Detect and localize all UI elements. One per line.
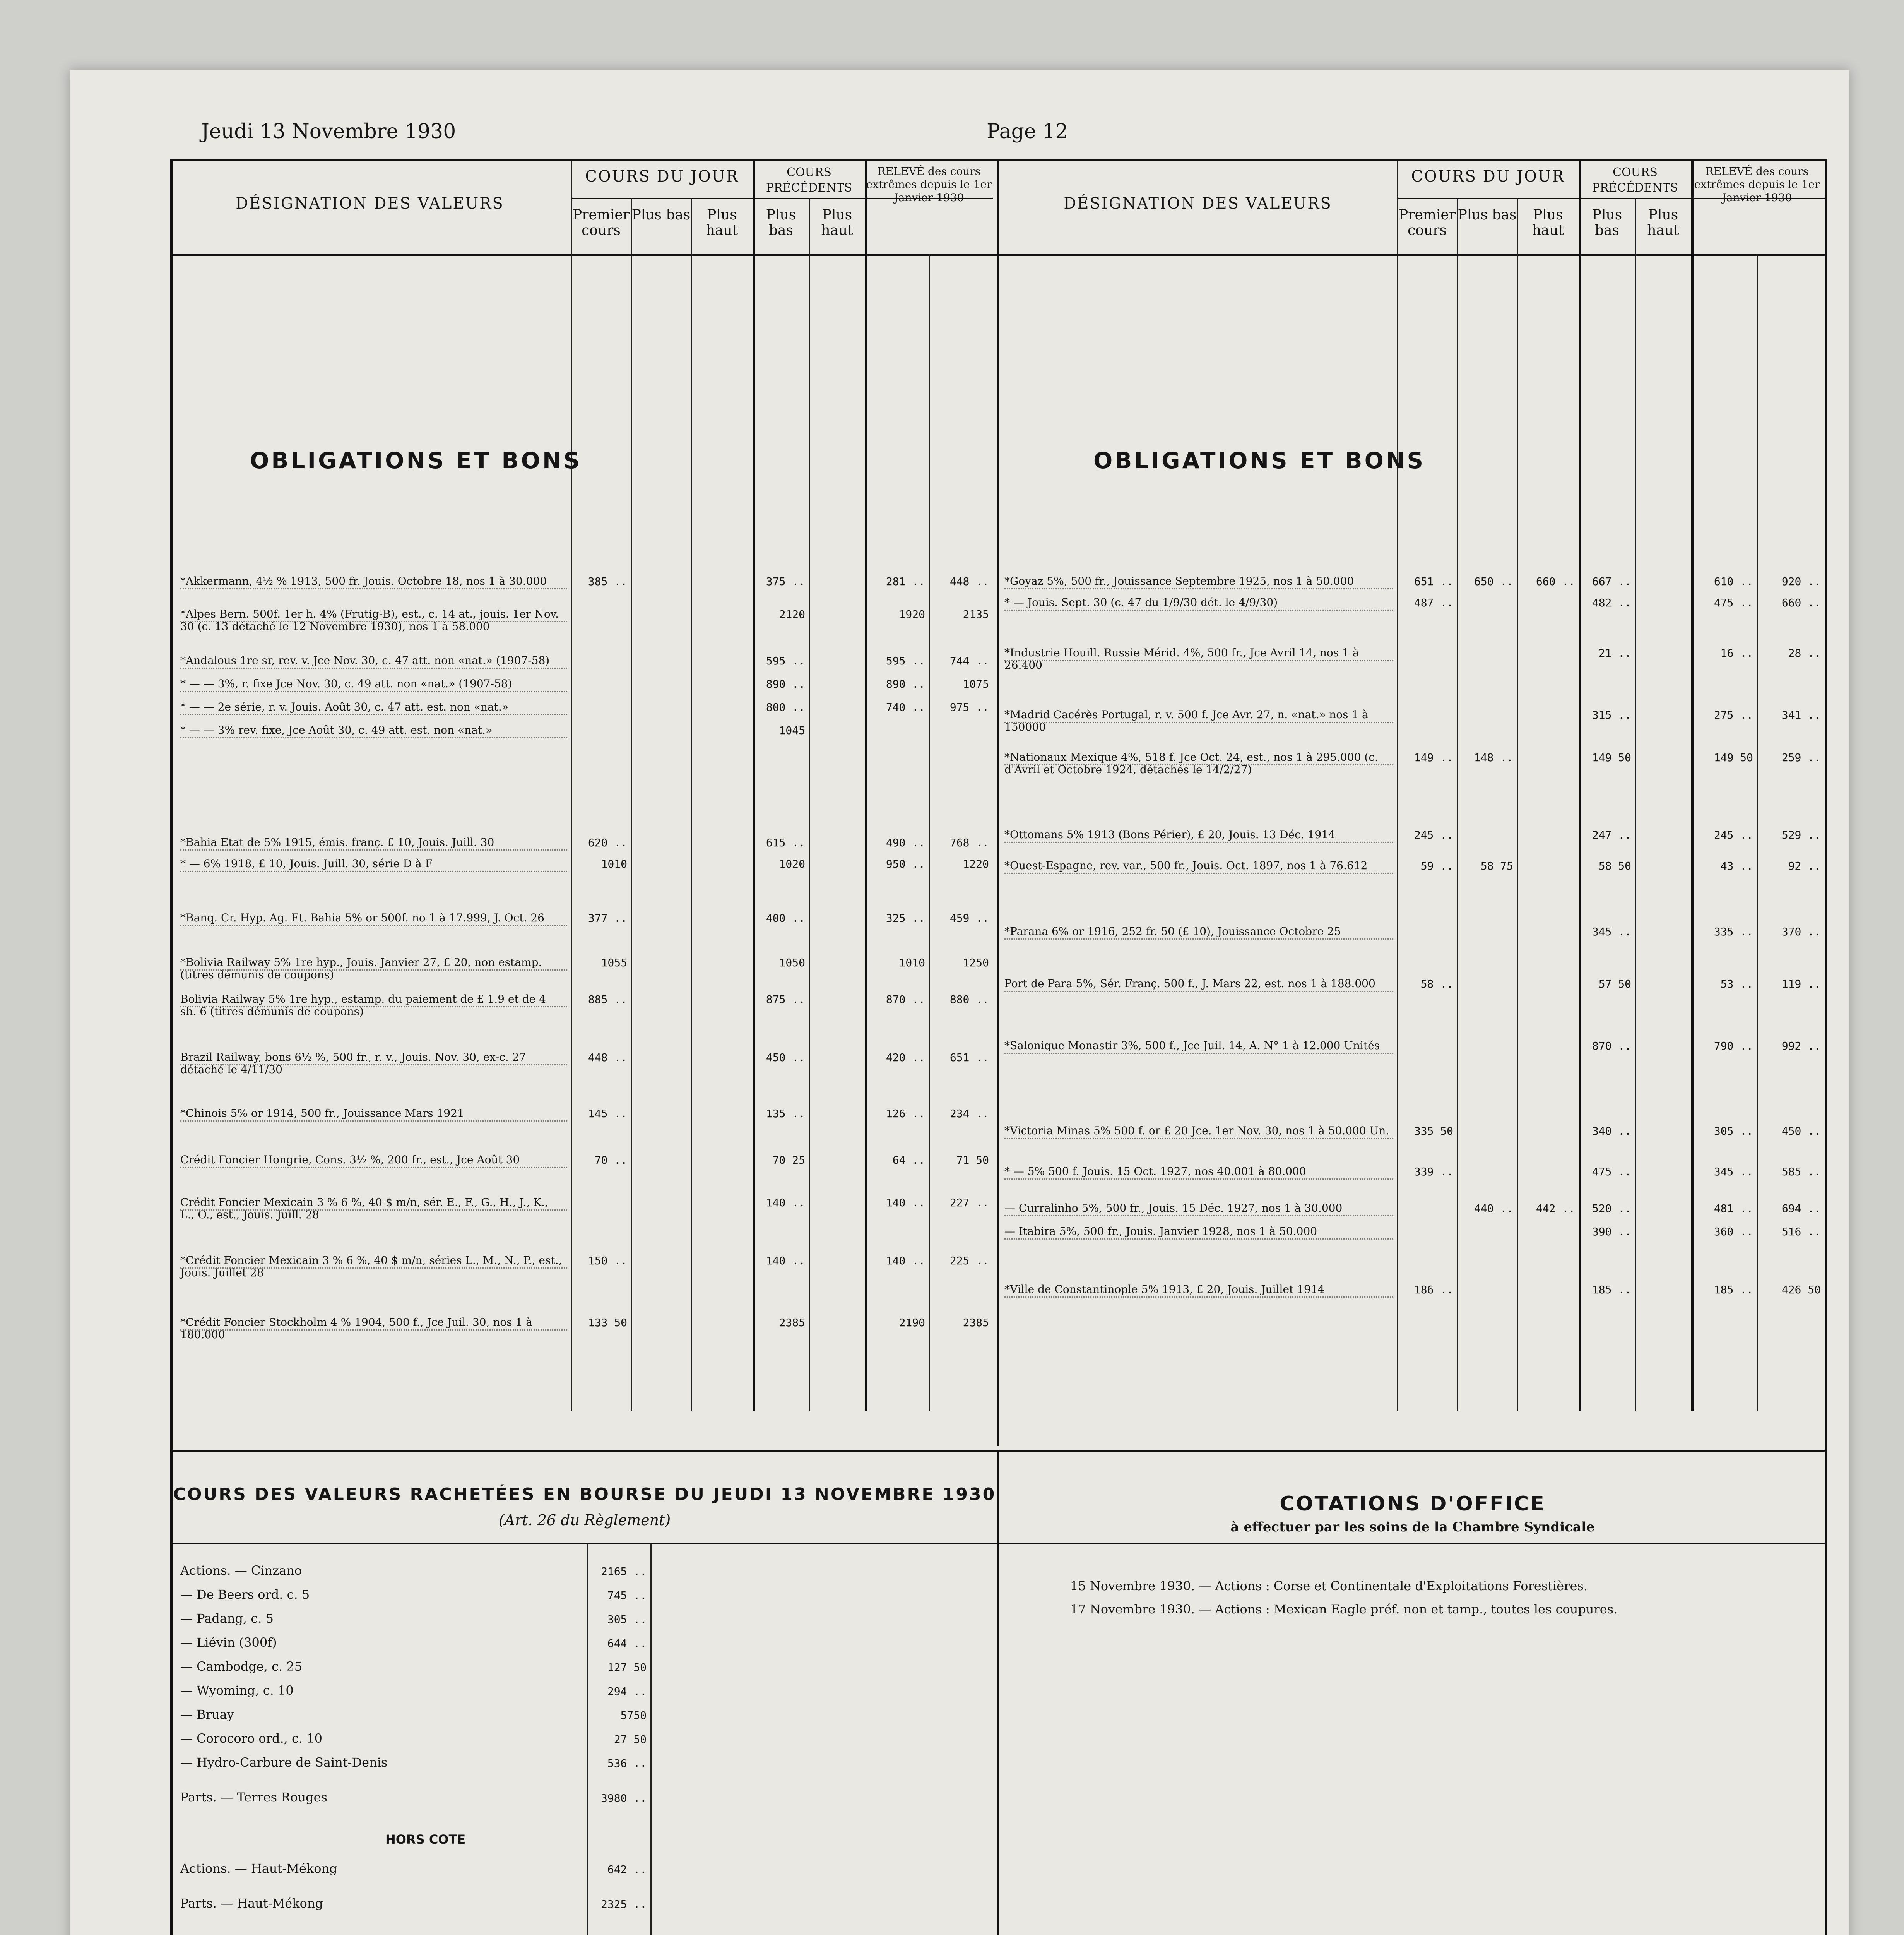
right-row-name: *Goyaz 5%, 500 fr., Jouissance Septembre 1925, nos 1 à 50.000 [1004, 575, 1354, 587]
left-row-bas: 420 .. [886, 1051, 925, 1064]
left-row-name: *Bahia Etat de 5% 1915, émis. franç. £ 10, Jouis. Juill. 30 [180, 836, 494, 849]
right-bas-header: Plus bas [1458, 207, 1517, 223]
right-row-haut: 660 .. [1536, 575, 1575, 588]
right-row-dots [1004, 610, 1393, 611]
right-col-line [1457, 198, 1458, 1411]
left-row-haut: 768 .. [949, 836, 989, 849]
right-row-name: *Ottomans 5% 1913 (Bons Périer), £ 20, Jouis. 13 Déc. 1914 [1004, 828, 1335, 841]
left-row-prec: 875 .. [766, 993, 805, 1006]
left-row-haut: 1250 [963, 956, 989, 969]
rachetee-label: — Liévin (300f) [180, 1635, 277, 1650]
left-col-line [691, 198, 692, 1411]
right-row-prec: 390 .. [1592, 1225, 1631, 1238]
left-row-prec: 450 .. [766, 1051, 805, 1064]
right-row-prec: 57 50 [1598, 978, 1631, 990]
right-row-name: * — Jouis. Sept. 30 (c. 47 du 1/9/30 dét. le 4/9/30) [1004, 596, 1278, 609]
right-row-releve-haut: 370 .. [1781, 925, 1821, 938]
left-row-dots [180, 621, 567, 622]
right-row-dots [1004, 1053, 1393, 1054]
right-row-releve-bas: 345 .. [1714, 1165, 1753, 1178]
right-row-dots [1004, 991, 1393, 992]
right-row-prec: 21 .. [1598, 647, 1631, 659]
left-row-bas: 490 .. [886, 836, 925, 849]
rachetee-label: — Wyoming, c. 10 [180, 1683, 294, 1698]
left-row-prec: 615 .. [766, 836, 805, 849]
left-row-name: *Banq. Cr. Hyp. Ag. Et. Bahia 5% or 500f. no 1 à 17.999, J. Oct. 26 [180, 911, 544, 924]
right-row-dots [1004, 873, 1393, 874]
left-row-haut: 448 .. [949, 575, 989, 588]
left-row-name: *Crédit Foncier Stockholm 4 % 1904, 500 f., Jce Juil. 30, nos 1 à 180.000 [180, 1316, 532, 1341]
right-row-name: *Ville de Constantinople 5% 1913, £ 20, Jouis. Juillet 1914 [1004, 1283, 1325, 1296]
left-row-dots [180, 1329, 567, 1331]
right-row-bas: 58 75 [1480, 860, 1513, 872]
right-row-releve-haut: 450 .. [1781, 1125, 1821, 1137]
right-row-premier: 186 .. [1414, 1283, 1453, 1296]
right-haut-header: Plus haut [1532, 207, 1564, 238]
right-row-name: Port de Para 5%, Sér. Franç. 500 f., J. Mars 22, est. nos 1 à 188.000 [1004, 977, 1375, 990]
right-row-releve-bas: 610 .. [1714, 575, 1753, 588]
right-row-prec: 185 .. [1592, 1283, 1631, 1296]
right-row-prec: 345 .. [1592, 925, 1631, 938]
left-row-name: *Andalous 1re sr, rev. v. Jce Nov. 30, c. 47 att. non «nat.» (1907-58) [180, 654, 550, 667]
right-prec-haut-header: Plus haut [1647, 207, 1679, 238]
right-row-releve-bas: 149 50 [1714, 751, 1753, 764]
right-row-premier: 245 .. [1414, 829, 1453, 841]
right-row-name: *Salonique Monastir 3%, 500 f., Jce Juil. 14, A. N° 1 à 12.000 Unités [1004, 1039, 1380, 1052]
left-row-bas: 950 .. [886, 858, 925, 870]
left-row-haut: 1075 [963, 678, 989, 690]
left-releve-header: RELEVÉ des cours extrêmes depuis le 1er Janvier 1930 [866, 165, 992, 204]
right-designation-header: DÉSIGNATION DES VALEURS [1064, 195, 1332, 212]
left-obligations-title: OBLIGATIONS ET BONS [250, 447, 582, 474]
right-row-dots [1004, 842, 1393, 843]
right-row-releve-haut: 28 .. [1788, 647, 1821, 659]
left-row-dots [180, 668, 567, 669]
right-row-prec: 315 .. [1592, 709, 1631, 721]
rachetee-label: Parts. — Terres Rouges [180, 1790, 327, 1805]
left-row-dots [180, 1064, 567, 1065]
left-row-haut: 880 .. [949, 993, 989, 1006]
left-col-line [929, 254, 930, 1411]
left-row-dots [180, 1267, 567, 1269]
right-row-releve-bas: 335 .. [1714, 925, 1753, 938]
rachetees-title: COURS DES VALEURS RACHETÉES EN BOURSE DU JEUDI 13 NOVEMBRE 1930 [173, 1485, 996, 1504]
left-col-line [631, 198, 632, 1411]
rachetee-label: — Hydro-Carbure de Saint-Denis [180, 1755, 388, 1770]
left-row-haut: 651 .. [949, 1051, 989, 1064]
right-row-releve-bas: 185 .. [1714, 1283, 1753, 1296]
right-row-releve-bas: 481 .. [1714, 1202, 1753, 1215]
left-row-haut: 744 .. [949, 654, 989, 667]
cotations-subtitle: à effectuer par les soins de la Chambre Syndicale [1230, 1519, 1595, 1535]
left-row-prec: 1050 [779, 956, 805, 969]
right-row-name: *Nationaux Mexique 4%, 518 f. Jce Oct. 24, est., nos 1 à 295.000 (c. d'Avril et Octobre 1924, détachés le 14/2/27) [1004, 751, 1378, 776]
left-prec-haut-header: Plus haut [821, 207, 853, 238]
right-row-premier: 335 50 [1414, 1125, 1453, 1137]
rachetee-value: 2165 .. [600, 1565, 647, 1578]
right-row-releve-haut: 341 .. [1781, 709, 1821, 721]
hors-cote-label: Actions. — Haut-Mékong [180, 1861, 337, 1876]
right-row-name: *Parana 6% or 1916, 252 fr. 50 (£ 10), Jouissance Octobre 25 [1004, 925, 1341, 938]
left-row-bas: 325 .. [886, 912, 925, 925]
right-col-line [1517, 198, 1518, 1411]
left-row-name: *Bolivia Railway 5% 1re hyp., Jouis. Janvier 27, £ 20, non estamp. (titres démunis de coupons) [180, 956, 542, 981]
left-row-haut: 1220 [963, 858, 989, 870]
right-row-releve-bas: 275 .. [1714, 709, 1753, 721]
rachetee-label: — Cambodge, c. 25 [180, 1659, 303, 1674]
right-row-dots [1004, 1215, 1393, 1216]
hors-cote-value: 2325 .. [600, 1898, 647, 1911]
left-row-dots [180, 1167, 567, 1168]
left-col-line [809, 198, 810, 1411]
left-row-name: Bolivia Railway 5% 1re hyp., estamp. du paiement de £ 1.9 et de 4 sh. 6 (titres démunis de coupons) [180, 993, 546, 1018]
rachetee-label: — Padang, c. 5 [180, 1611, 274, 1626]
right-row-releve-bas: 305 .. [1714, 1125, 1753, 1137]
left-row-bas: 740 .. [886, 701, 925, 714]
right-row-dots [1004, 588, 1393, 589]
right-row-dots [1004, 1178, 1393, 1180]
main-frame [170, 159, 1827, 1935]
left-row-bas: 140 .. [886, 1254, 925, 1267]
right-row-releve-bas: 16 .. [1720, 647, 1753, 659]
left-row-premier: 70 .. [594, 1154, 627, 1166]
left-row-name: * — — 3% rev. fixe, Jce Août 30, c. 49 att. est. non «nat.» [180, 724, 493, 736]
right-prec-bas-header: Plus bas [1592, 207, 1622, 238]
rachetee-label: Actions. — Cinzano [180, 1563, 302, 1578]
right-row-releve-bas: 475 .. [1714, 596, 1753, 609]
right-row-dots [1004, 938, 1393, 940]
left-row-dots [180, 1006, 567, 1007]
right-row-releve-bas: 53 .. [1720, 978, 1753, 990]
right-row-releve-haut: 992 .. [1781, 1039, 1821, 1052]
left-col-line [571, 161, 572, 1411]
newspaper-page [70, 70, 1849, 1935]
left-row-bas: 890 .. [886, 678, 925, 690]
right-row-premier: 487 .. [1414, 596, 1453, 609]
left-bas-header: Plus bas [631, 207, 691, 223]
left-col-line [753, 161, 755, 1411]
right-row-name: — Itabira 5%, 500 fr., Jouis. Janvier 1928, nos 1 à 50.000 [1004, 1225, 1317, 1238]
right-cours-jour-header: COURS DU JOUR [1411, 168, 1565, 185]
right-row-prec: 870 .. [1592, 1039, 1631, 1052]
left-row-prec: 2385 [779, 1316, 805, 1329]
right-row-name: *Ouest-Espagne, rev. var., 500 fr., Jouis. Oct. 1897, nos 1 à 76.612 [1004, 859, 1368, 872]
left-row-haut: 227 .. [949, 1196, 989, 1209]
right-row-dots [1004, 1138, 1393, 1139]
left-row-premier: 377 .. [588, 912, 627, 925]
right-row-name: *Madrid Cacérès Portugal, r. v. 500 f. Jce Avr. 27, n. «nat.» nos 1 à 150000 [1004, 708, 1369, 733]
left-row-dots [180, 691, 567, 692]
left-row-haut: 975 .. [949, 701, 989, 714]
rachetees-rule [173, 1543, 997, 1544]
right-row-premier: 149 .. [1414, 751, 1453, 764]
left-row-premier: 620 .. [588, 836, 627, 849]
right-row-prec: 58 50 [1598, 860, 1631, 872]
left-col-line [865, 161, 867, 1411]
left-premier-header: Premier cours [573, 207, 630, 238]
left-row-prec: 800 .. [766, 701, 805, 714]
left-row-bas: 64 .. [892, 1154, 925, 1166]
right-row-prec: 247 .. [1592, 829, 1631, 841]
left-row-dots [180, 737, 567, 738]
rachetee-value: 5750 [620, 1709, 647, 1722]
left-row-premier: 150 .. [588, 1254, 627, 1267]
left-row-bas: 1920 [899, 608, 925, 621]
right-releve-header: RELEVÉ des cours extrêmes depuis le 1er Janvier 1930 [1694, 165, 1820, 204]
left-row-haut: 71 50 [956, 1154, 989, 1166]
rachetee-value: 745 .. [607, 1589, 647, 1602]
hors-cote-value: 642 .. [607, 1863, 647, 1876]
left-row-name: * — 6% 1918, £ 10, Jouis. Juill. 30, série D à F [180, 857, 433, 870]
right-row-name: *Industrie Houill. Russie Mérid. 4%, 500 fr., Jce Avril 14, nos 1 à 26.400 [1004, 646, 1359, 671]
left-row-dots [180, 588, 567, 589]
left-row-dots [180, 1209, 567, 1211]
center-divider [997, 161, 999, 1446]
left-row-haut: 234 .. [949, 1107, 989, 1120]
right-row-premier: 339 .. [1414, 1165, 1453, 1178]
right-row-prec: 520 .. [1592, 1202, 1631, 1215]
table-header-rule [173, 254, 1825, 256]
right-row-bas: 148 .. [1474, 751, 1513, 764]
left-row-bas: 1010 [899, 956, 925, 969]
right-row-dots [1004, 764, 1393, 765]
right-col-line [1635, 198, 1636, 1411]
left-row-name: *Akkermann, 4½ % 1913, 500 fr. Jouis. Octobre 18, nos 1 à 30.000 [180, 575, 547, 587]
cotations-title: COTATIONS D'OFFICE [1280, 1492, 1546, 1515]
left-row-bas: 140 .. [886, 1196, 925, 1209]
rachetee-value: 294 .. [607, 1685, 647, 1698]
right-row-releve-haut: 259 .. [1781, 751, 1821, 764]
hors-cote-title: HORS COTE [385, 1832, 466, 1847]
left-row-haut: 225 .. [949, 1254, 989, 1267]
right-row-releve-haut: 92 .. [1788, 860, 1821, 872]
rachetees-subtitle: (Art. 26 du Règlement) [498, 1512, 671, 1529]
right-row-bas: 440 .. [1474, 1202, 1513, 1215]
cotation-line-2: 17 Novembre 1930. — Actions : Mexican Eagle préf. non et tamp., toutes les coupures. [1070, 1602, 1618, 1616]
cotation-line-1: 15 Novembre 1930. — Actions : Corse et Continentale d'Exploitations Forestières. [1070, 1579, 1588, 1593]
rachetee-value: 305 .. [607, 1613, 647, 1626]
left-row-name: *Chinois 5% or 1914, 500 fr., Jouissance Mars 1921 [180, 1107, 464, 1120]
left-row-prec: 1020 [779, 858, 805, 870]
left-row-name: *Crédit Foncier Mexicain 3 % 6 %, 40 $ m/n, séries L., M., N., P., est., Jouis. Juillet 28 [180, 1254, 562, 1279]
right-row-haut: 442 .. [1536, 1202, 1575, 1215]
right-row-name: — Curralinho 5%, 500 fr., Jouis. 15 Déc. 1927, nos 1 à 30.000 [1004, 1202, 1343, 1214]
left-row-premier: 145 .. [588, 1107, 627, 1120]
left-row-name: * — — 2e série, r. v. Jouis. Août 30, c. 47 att. est. non «nat.» [180, 700, 508, 713]
left-row-bas: 281 .. [886, 575, 925, 588]
right-row-dots [1004, 1238, 1393, 1240]
left-row-dots [180, 969, 567, 971]
right-row-prec: 475 .. [1592, 1165, 1631, 1178]
left-row-haut: 2385 [963, 1316, 989, 1329]
right-col-line [1579, 161, 1581, 1411]
rachetee-value: 3980 .. [600, 1792, 647, 1805]
left-row-prec: 375 .. [766, 575, 805, 588]
left-row-dots [180, 1120, 567, 1122]
hors-cote-label: Parts. — Haut-Mékong [180, 1896, 323, 1911]
left-row-name: * — — 3%, r. fixe Jce Nov. 30, c. 49 att. non «nat.» (1907-58) [180, 677, 512, 690]
right-row-prec: 667 .. [1592, 575, 1631, 588]
right-row-releve-haut: 585 .. [1781, 1165, 1821, 1178]
right-row-releve-bas: 790 .. [1714, 1039, 1753, 1052]
page-date: Jeudi 13 Novembre 1930 [201, 120, 456, 143]
right-row-dots [1004, 722, 1393, 723]
left-row-prec: 890 .. [766, 678, 805, 690]
left-row-premier: 448 .. [588, 1051, 627, 1064]
left-row-prec: 70 25 [772, 1154, 805, 1166]
right-col-line [1691, 161, 1694, 1411]
left-row-prec: 140 .. [766, 1254, 805, 1267]
left-subheader-rule [571, 198, 993, 199]
right-row-releve-haut: 516 .. [1781, 1225, 1821, 1238]
right-obligations-title: OBLIGATIONS ET BONS [1093, 447, 1426, 474]
right-row-releve-haut: 119 .. [1781, 978, 1821, 990]
right-premier-header: Premier cours [1399, 207, 1456, 238]
rachetee-value: 27 50 [614, 1733, 647, 1746]
left-row-prec: 1045 [779, 724, 805, 737]
rachetees-col-line [650, 1543, 652, 1935]
left-row-haut: 2135 [963, 608, 989, 621]
right-row-premier: 59 .. [1420, 860, 1453, 872]
left-row-bas: 2190 [899, 1316, 925, 1329]
right-row-releve-bas: 43 .. [1720, 860, 1753, 872]
left-row-name: *Alpes Bern. 500f. 1er h. 4% (Frutig-B), est., c. 14 at., jouis. 1er Nov. 30 (c. 13 détaché le 12 Novembre 1930), nos 1 à 58.000 [180, 608, 559, 633]
left-row-bas: 126 .. [886, 1107, 925, 1120]
left-row-dots [180, 871, 567, 872]
left-designation-header: DÉSIGNATION DES VALEURS [236, 195, 504, 212]
left-row-prec: 2120 [779, 608, 805, 621]
left-cours-prec-header: COURS PRÉCÉDENTS [766, 166, 852, 195]
right-row-releve-haut: 529 .. [1781, 829, 1821, 841]
left-row-bas: 595 .. [886, 654, 925, 667]
right-row-bas: 650 .. [1474, 575, 1513, 588]
right-row-prec: 340 .. [1592, 1125, 1631, 1137]
left-prec-bas-header: Plus bas [766, 207, 796, 238]
rachetee-label: — Bruay [180, 1707, 234, 1722]
page-number: Page 12 [987, 120, 1068, 143]
left-row-premier: 885 .. [588, 993, 627, 1006]
center-divider-2 [997, 1450, 999, 1935]
left-row-dots [180, 925, 567, 926]
left-row-prec: 135 .. [766, 1107, 805, 1120]
right-subheader-rule [1397, 198, 1825, 199]
right-row-releve-haut: 426 50 [1781, 1283, 1821, 1296]
rachetee-value: 127 50 [607, 1661, 647, 1674]
rachetee-label: — De Beers ord. c. 5 [180, 1587, 310, 1602]
left-cours-jour-header: COURS DU JOUR [585, 168, 739, 185]
rachetee-value: 536 .. [607, 1757, 647, 1770]
right-row-releve-haut: 660 .. [1781, 596, 1821, 609]
left-row-name: Crédit Foncier Mexicain 3 % 6 %, 40 $ m/n, sér. E., F., G., H., J., K., L., O., est., Jouis. Juill. 28 [180, 1196, 548, 1221]
left-row-prec: 140 .. [766, 1196, 805, 1209]
right-col-line [1757, 254, 1758, 1411]
left-row-bas: 870 .. [886, 993, 925, 1006]
left-row-prec: 595 .. [766, 654, 805, 667]
right-row-dots [1004, 1296, 1393, 1298]
right-row-releve-bas: 360 .. [1714, 1225, 1753, 1238]
left-row-prec: 400 .. [766, 912, 805, 925]
right-cours-prec-header: COURS PRÉCÉDENTS [1592, 166, 1678, 195]
left-row-premier: 1010 [601, 858, 627, 870]
right-row-releve-haut: 694 .. [1781, 1202, 1821, 1215]
right-row-prec: 482 .. [1592, 596, 1631, 609]
left-haut-header: Plus haut [706, 207, 738, 238]
left-row-name: Crédit Foncier Hongrie, Cons. 3½ %, 200 fr., est., Jce Août 30 [180, 1153, 520, 1166]
right-row-premier: 651 .. [1414, 575, 1453, 588]
left-row-premier: 385 .. [588, 575, 627, 588]
right-row-dots [1004, 660, 1393, 661]
rachetee-label: — Corocoro ord., c. 10 [180, 1731, 322, 1746]
left-row-name: Brazil Railway, bons 6½ %, 500 fr., r. v., Jouis. Nov. 30, ex-c. 27 détaché le 4/11/30 [180, 1051, 526, 1076]
right-row-releve-haut: 920 .. [1781, 575, 1821, 588]
right-row-name: * — 5% 500 f. Jouis. 15 Oct. 1927, nos 40.001 à 80.000 [1004, 1165, 1306, 1178]
right-row-premier: 58 .. [1420, 978, 1453, 990]
left-row-haut: 459 .. [949, 912, 989, 925]
right-row-releve-bas: 245 .. [1714, 829, 1753, 841]
left-row-premier: 1055 [601, 956, 627, 969]
left-row-dots [180, 714, 567, 715]
right-row-prec: 149 50 [1592, 751, 1631, 764]
right-row-name: *Victoria Minas 5% 500 f. or £ 20 Jce. 1er Nov. 30, nos 1 à 50.000 Un. [1004, 1124, 1389, 1137]
left-row-premier: 133 50 [588, 1316, 627, 1329]
right-col-line [1397, 161, 1398, 1411]
cotations-rule [997, 1543, 1825, 1544]
rachetee-value: 644 .. [607, 1637, 647, 1650]
rachetees-col-line [587, 1543, 588, 1935]
left-row-dots [180, 849, 567, 851]
